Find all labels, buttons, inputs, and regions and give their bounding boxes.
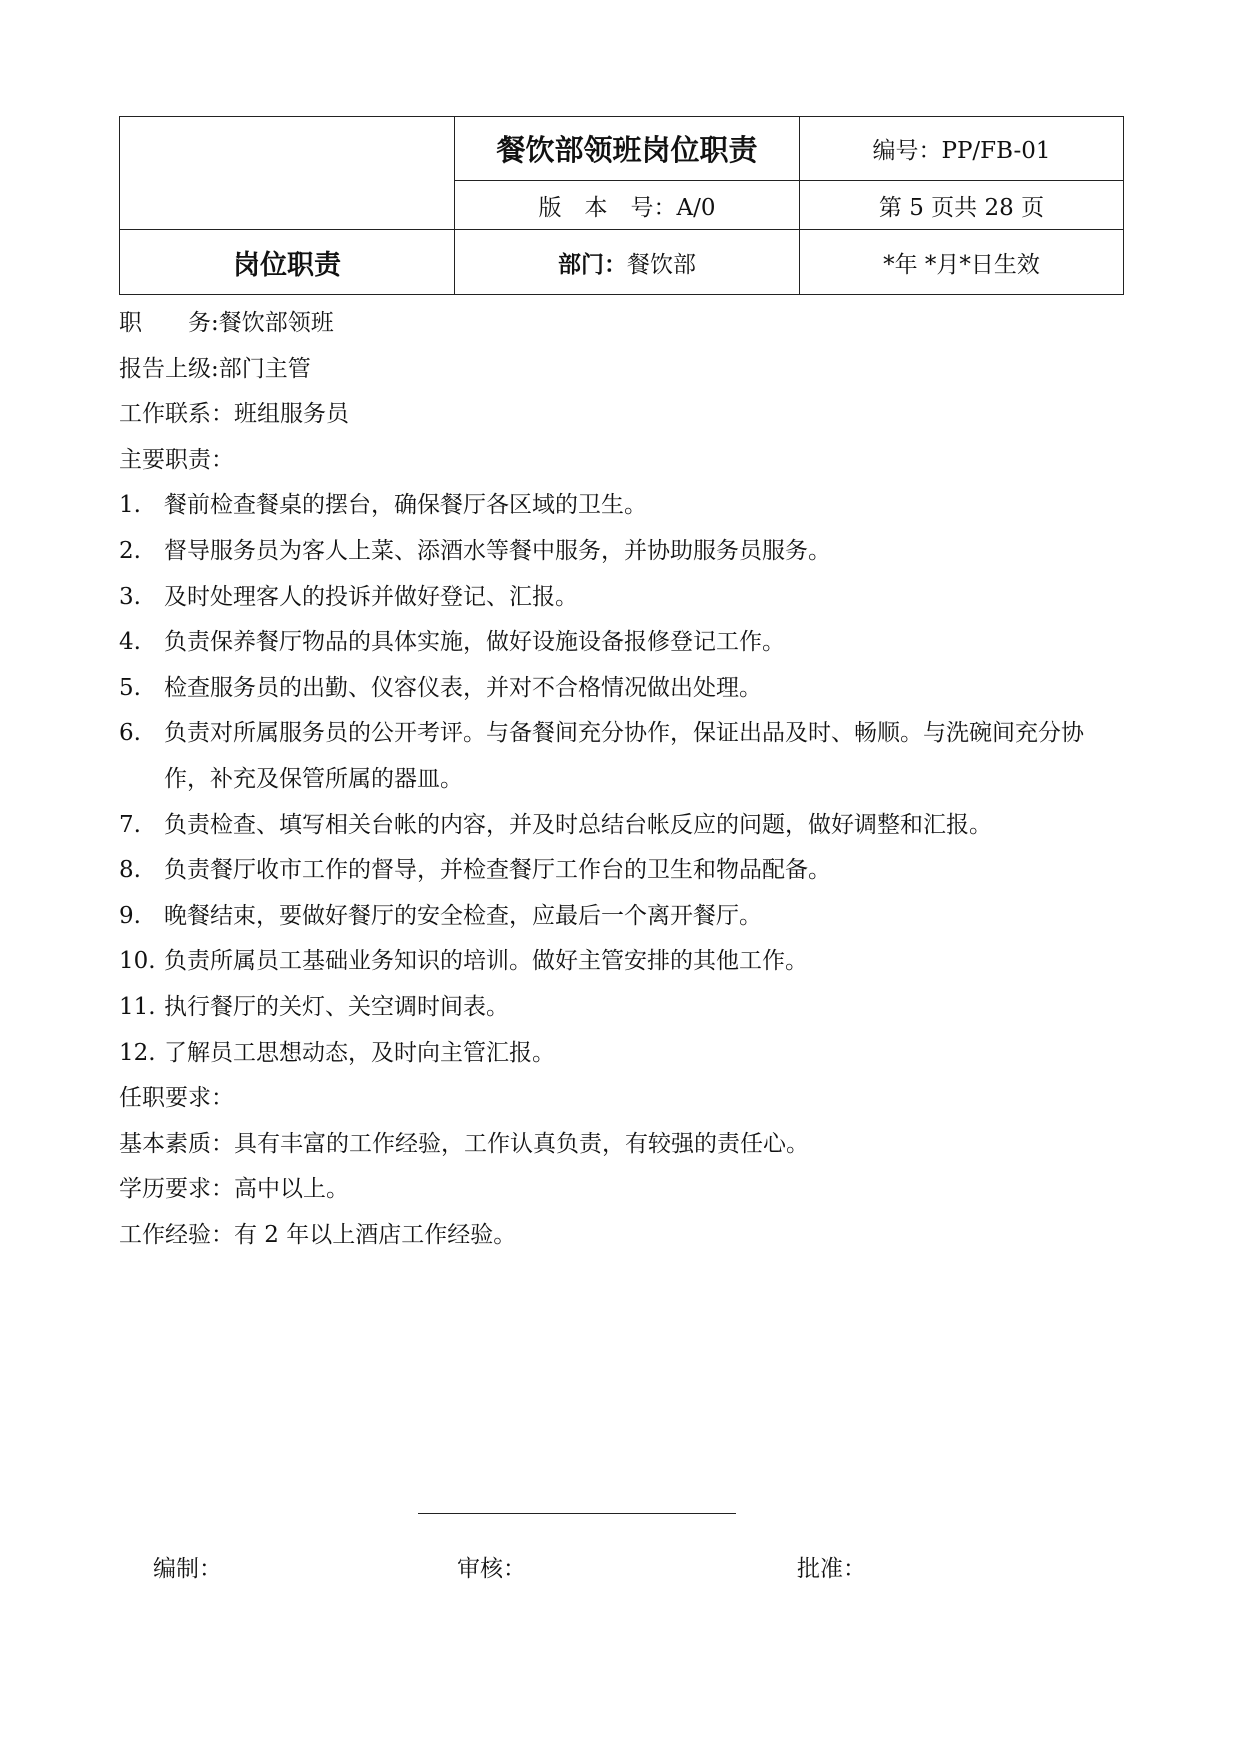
list-item-number: 7. (119, 811, 141, 838)
list-item (119, 848, 1123, 894)
list-item (119, 529, 1123, 575)
experience-requirement: 工作经验：有 2 年以上酒店工作经验。 (119, 1221, 517, 1248)
duties-heading: 主要职责： (119, 446, 234, 473)
department-cell (455, 230, 800, 295)
list-item (119, 939, 1123, 985)
department-label: 部门： (558, 251, 627, 278)
list-item-number: 12. (119, 1039, 156, 1066)
list-item-text: 晚餐结束，要做好餐厅的安全检查，应最后一个离开餐厅。 (164, 902, 762, 929)
page-info: 第 5 页共 28 页 (800, 181, 1124, 230)
list-item-text: 负责对所属服务员的公开考评。与备餐间充分协作，保证出品及时、畅顺。与洗碗间充分协作，补充及保管所属的器皿。 (164, 720, 1084, 792)
list-item-text: 执行餐厅的关灯、关空调时间表。 (164, 993, 509, 1020)
basic-quality: 基本素质：具有丰富的工作经验，工作认真负责，有较强的责任心。 (119, 1130, 809, 1157)
list-item-number: 11. (119, 993, 156, 1020)
list-item-text: 督导服务员为客人上菜、添酒水等餐中服务，并协助服务员服务。 (164, 537, 831, 564)
approved-by-label: 批准： (797, 1556, 866, 1582)
contacts-field: 工作联系：班组服务员 (119, 401, 349, 428)
list-item-number: 8. (119, 857, 141, 884)
list-item (119, 711, 1123, 802)
position-field: 职 务:餐饮部领班 (119, 310, 334, 336)
logo-cell (120, 117, 455, 230)
document-body (119, 301, 1123, 1258)
list-item-number: 10. (119, 948, 156, 975)
section-title: 岗位职责 (120, 230, 455, 295)
document-header-table (119, 116, 1124, 295)
document-title: 餐饮部领班岗位职责 (455, 117, 800, 181)
list-item-number: 1. (119, 492, 141, 519)
effective-date: *年 *月*日生效 (800, 230, 1124, 295)
list-item-number: 9. (119, 902, 141, 929)
list-item-text: 及时处理客人的投诉并做好登记、汇报。 (164, 583, 578, 610)
list-item (119, 894, 1123, 940)
version-number: 版 本 号：A/0 (455, 181, 800, 230)
reviewed-by-label: 审核： (457, 1556, 526, 1582)
list-item-number: 5. (119, 674, 141, 701)
list-item-number: 6. (119, 720, 141, 747)
document-number: 编号：PP/FB-01 (800, 117, 1124, 181)
list-item-number: 4. (119, 629, 141, 656)
list-item (119, 575, 1123, 621)
duties-list (119, 483, 1123, 1076)
list-item-number: 2. (119, 537, 141, 564)
list-item (119, 803, 1123, 849)
list-item (119, 620, 1123, 666)
list-item-text: 负责检查、填写相关台帐的内容，并及时总结台帐反应的问题，做好调整和汇报。 (164, 811, 992, 838)
prepared-by-label: 编制： (153, 1556, 222, 1582)
list-item-text: 负责保养餐厅物品的具体实施，做好设施设备报修登记工作。 (164, 629, 785, 656)
department-value: 餐饮部 (627, 251, 696, 278)
requirements-heading: 任职要求： (119, 1085, 234, 1112)
list-item (119, 985, 1123, 1031)
list-item-text: 负责餐厅收市工作的督导，并检查餐厅工作台的卫生和物品配备。 (164, 857, 831, 884)
list-item-number: 3. (119, 583, 141, 610)
reports-to-field: 报告上级:部门主管 (119, 355, 311, 382)
list-item-text: 了解员工思想动态，及时向主管汇报。 (164, 1039, 555, 1066)
education-requirement: 学历要求：高中以上。 (119, 1176, 349, 1203)
list-item-text: 检查服务员的出勤、仪容仪表，并对不合格情况做出处理。 (164, 674, 762, 701)
list-item-text: 餐前检查餐桌的摆台，确保餐厅各区域的卫生。 (164, 492, 647, 519)
list-item-text: 负责所属员工基础业务知识的培训。做好主管安排的其他工作。 (164, 948, 808, 975)
list-item (119, 483, 1123, 529)
list-item (119, 666, 1123, 712)
list-item (119, 1031, 1123, 1077)
signature-divider (418, 1513, 736, 1514)
